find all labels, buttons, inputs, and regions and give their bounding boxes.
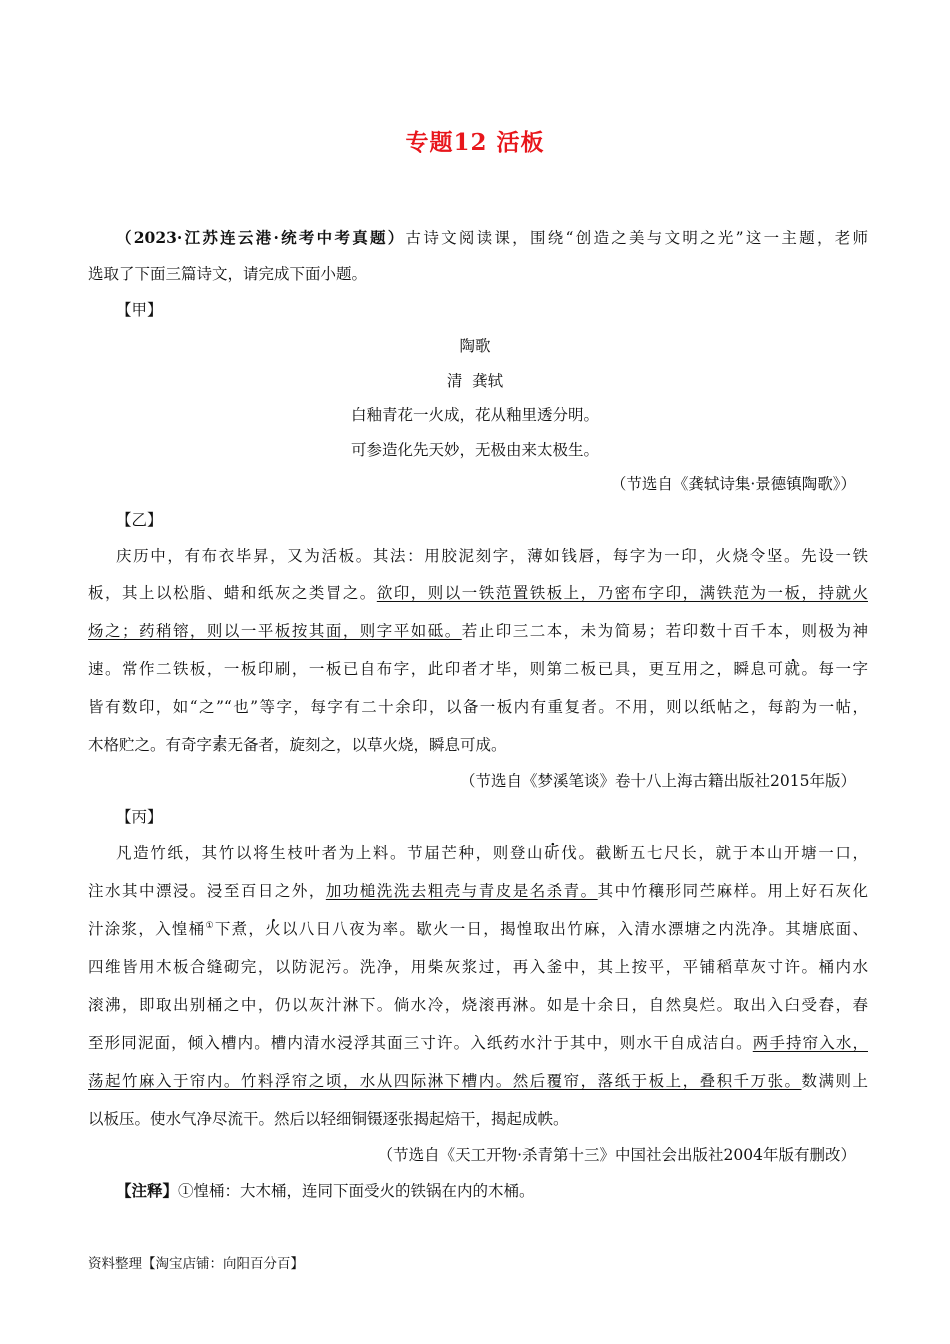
emphasis-dot-char: 就 (784, 660, 802, 678)
section-label-yi: 【乙】 (116, 511, 163, 529)
section-label-bing: 【丙】 (116, 808, 163, 826)
annotation-label: 【注释】 (116, 1181, 179, 1200)
page-title: 专题12 活板 (405, 129, 545, 156)
question-source: （2023·江苏连云港·统考中考真题） (116, 228, 406, 247)
bing-line-3: 汁涂浆，入惶桶①下煮，火以八日八夜为率。歇火一日，揭惶取出竹麻，入清水漂塘之内洗净。其塘底面、 (88, 920, 868, 938)
footnote-marker: ① (205, 920, 215, 931)
poem-verse-1: 白釉青花一火成，花从釉里透分明。 (350, 406, 599, 424)
bing-line-2: 注水其中漂浸。浸至百日之外，加功槌洗洗去粗壳与青皮是名杀青。其中竹穰形同苎麻样。用上好石灰化 (88, 882, 868, 900)
yi-line-3: 炀之；药稍镕，则以一平板按其面，则字平如砥。若止印三二本，未为简易；若印数十百千本，则极为神 (88, 622, 868, 640)
emphasis-dot-char: 斫 (544, 844, 562, 862)
poem-title: 陶歌 (459, 337, 491, 355)
yi-line-5: 皆有数印，如“之”“也”等字，每字有二十余印，以备一板内有重复者。不用，则以纸帖之，每韵为一帖， (88, 698, 868, 716)
intro-line-1: （2023·江苏连云港·统考中考真题）古诗文阅读课，围绕“创造之美与文明之光”这一主题，老师 (116, 228, 869, 247)
footer-credit: 资料整理【淘宝店铺：向阳百分百】 (88, 1256, 304, 1272)
bing-line-4: 四维皆用木板合缝砌完，以防泥污。洗净，用柴灰浆过，再入釜中，其上按平，平铺稻草灰寸许。桶内水 (88, 958, 868, 976)
bing-source: （节选自《天工开物·杀青第十三》中国社会出版社2004年版有删改） (377, 1146, 856, 1164)
yi-line-1: 庆历中，有布衣毕昇，又为活板。其法：用胶泥刻字，薄如钱唇，每字为一印，火烧令坚。先设一铁 (116, 547, 868, 565)
underlined-passage: 荡起竹麻入于帘内。竹料浮帘之顷，水从四际淋下槽内。然后覆帘，落纸于板上，叠积千万张。 (88, 1072, 802, 1090)
underlined-passage: 加功槌洗洗去粗壳与青皮是名杀青。 (325, 882, 598, 900)
yi-source: （节选自《梦溪笔谈》卷十八上海古籍出版社2015年版） (460, 772, 856, 790)
yi-line-4: 速。常作二铁板，一板印刷，一板已自布字，此印者才毕，则第二板已具，更互用之，瞬息可就。每一字 (88, 660, 868, 678)
annotation: 【注释】①惶桶：大木桶，连同下面受火的铁锅在内的木桶。 (116, 1181, 535, 1200)
emphasis-dot-char: 素 (212, 736, 228, 754)
underlined-passage: 炀之；药稍镕，则以一平板按其面，则字平如砥。 (88, 622, 462, 640)
poem-author: 清 龚轼 (446, 372, 504, 390)
intro-line-2: 选取了下面三篇诗文，请完成下面小题。 (88, 265, 368, 283)
jia-source: （节选自《龚轼诗集·景德镇陶歌》） (610, 475, 856, 493)
section-label-jia: 【甲】 (116, 301, 163, 319)
bing-line-1: 凡造竹纸，其竹以将生枝叶者为上料。节届芒种，则登山斫伐。截断五七尺长，就于本山开塘一口， (116, 844, 868, 862)
poem-verse-2: 可参造化先天妙，无极由来太极生。 (350, 441, 599, 459)
underlined-passage: 两手持帘入水， (752, 1034, 868, 1052)
bing-line-6: 至形同泥面，倾入槽内。槽内清水浸浮其面三寸许。入纸药水汁于其中，则水干自成洁白。两手持帘入水， (88, 1034, 868, 1052)
yi-line-2: 板，其上以松脂、蜡和纸灰之类冒之。欲印，则以一铁范置铁板上，乃密布字印，满铁范为一板，持就火 (88, 584, 868, 602)
bing-line-5: 滚沸，即取出别桶之中，仍以灰汁淋下。倘水冷，烧滚再淋。如是十余日，自然臭烂。取出入臼受舂，春 (88, 996, 868, 1014)
bing-line-7: 荡起竹麻入于帘内。竹料浮帘之顷，水从四际淋下槽内。然后覆帘，落纸于板上，叠积千万张。数满则上 (88, 1072, 868, 1090)
underlined-passage: 欲印，则以一铁范置铁板上，乃密布字印，满铁范为一板，持就火 (376, 584, 868, 602)
bing-line-8: 以板压。使水气净尽流干。然后以轻细铜镊逐张揭起焙干，揭起成帙。 (88, 1110, 569, 1128)
emphasis-dot-char: 火 (265, 920, 282, 938)
yi-line-6: 木格贮之。有奇字素无备者，旋刻之，以草火烧，瞬息可成。 (88, 736, 507, 754)
